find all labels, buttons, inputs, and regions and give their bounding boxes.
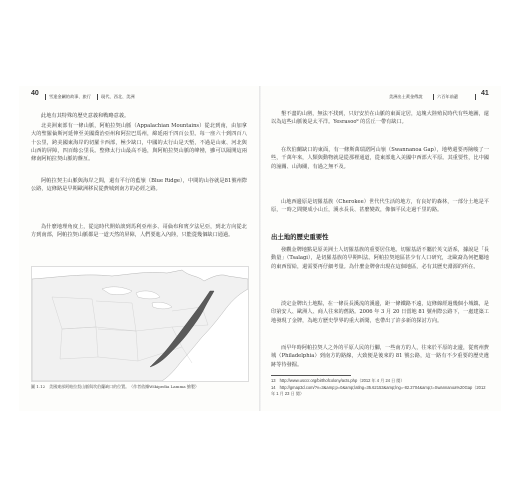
footnote-rule: [271, 375, 351, 376]
body-paragraph: 阿帕拉契主山脈與海岸之間，還有平行的藍嶺（Blue Ridge），中間的山谷就是81號州際公路，這條路是早期歐洲移民從費城到南方的必經之路。: [31, 178, 247, 193]
running-header-book: 雪達金屬的故事、旅行: [49, 94, 91, 99]
running-header-chapter: 六百年前遺: [437, 94, 458, 99]
header-divider: [97, 94, 98, 100]
body-paragraph: 而早年時阿帕拉契人之外的平原人民的行腳，一些南方的人，往來於平原的北邊，從賓州費城（Philadelphia）到南方的路線，大致便是後來的 81 號公路，這一路有不少重要的歷史遺跡等待發掘。: [271, 345, 489, 368]
body-paragraph: 北美洲東部有一條山脈，阿帕拉契山脈（Appalachian Mountains）從北到南，由加拿大的聖羅倫斯河延伸至美國喬治亞州和阿拉巴馬州，綿延兩千四百公里。每一座六十到四百八十公里，跨美國東海岸的切羅卡西部，極少缺口，中國的太行山是天塹，不過是山東、河北與山西的屏障，四百餘公里長。整條太行山最高不過，與阿帕拉契山脈的峰巒，雖可以隔開這兩條南阿帕拉契山脈的盤亙。: [31, 123, 247, 163]
left-page: [19, 86, 260, 411]
page-number: 40: [31, 90, 39, 97]
figure-caption: 圖 1.12 美國東部阿帕拉契山脈與坎伯蘭缺口的位置。（作者依據Wikipedia Lamma 繪製）: [31, 384, 199, 389]
running-header-book: 美洲出土黃金傳說: [389, 94, 423, 99]
footnote: 14 http://gmap3d.com/?v=3&amp;p=0&amp;latlng=35.62153&amp;lng=-82.2704&amp;t=Swannanoa%20Gap（2012 年 1 月 23 日 閱）: [271, 385, 486, 397]
body-paragraph: 墾不盡的山巒，無法不找到，只好安於在山脈的東面定居，這塊大陸殖民時代有些地圖，還以為這些山脈後是太平洋。Yesrasoo⁹ 的岳丘一帶有缺口。: [271, 111, 489, 126]
header-divider: [475, 94, 476, 100]
body-paragraph: 為什麼地理角度上，從這時代開始談到馬利亞州多、哥倫布和賓夕法尼亞，到北方向從北方到南部，阿帕拉契山脈都是一道天然的屏障，人們要進入內陸，只能從幾個缺口通過。: [31, 224, 247, 239]
right-page: [261, 86, 502, 411]
header-divider: [433, 94, 434, 100]
footnote: 13 http://www.usccr.org/birthofcolony/acts.php（2012 年 4 月 24 日 閱）: [271, 378, 405, 383]
body-paragraph: 發觀金牌地點是原美洲土人切羅基族的重要居住地。切羅基語不屬於英文語系，據說是「長動量」（Tsalagi），是切羅基族的早期叫法。阿帕拉契地區甚少有人口研究，北歐裔為何把屬地的東西留給，還需要再仔細考量。為什麼金牌會出現在這個地區，必有其歷史淵源的所在。: [271, 247, 489, 270]
body-paragraph: 在坎伯蘭缺口的東面，有一條斯萬瑞諾阿山嶺（Swannanoa Gap），地勢還要再險峻了一些，千萬年來，人類與動物就是從那裡通道，從東部進入美國中西部大平原。其重要性，比中國的潼關、山海關，有過之無不及。: [271, 147, 489, 170]
page-number: 41: [481, 90, 489, 97]
body-paragraph: 淡定金牌出土地點，在一條長長溪流的溪邊，距一條鐵路不遠，這條線經過幾個小城鎮，是印第安人、歐洲人、商人往來的舊路。2006 年 3 月 20 日當地 81 號州際公路下，一處建築工地發現了金牌，為地方歷史學界的重大新聞，也帶出了許多新的探討方向。: [271, 301, 489, 324]
section-title: 出土地的歷史重要性: [271, 233, 329, 241]
appalachian-map-figure: [31, 266, 249, 382]
running-header-chapter: 現代、西北、美洲: [101, 94, 135, 99]
body-paragraph: 此地有其特殊的歷史意義和戰略意義。: [41, 113, 130, 119]
header-divider: [45, 94, 46, 100]
body-paragraph: 山地西邊原是切羅基族（Cherokee）世代代生活的地方，有良好的森林，一部分土地是平原，一時之間變成小山丘，溪水長長、甚麼變故，像個平民走過千里的路。: [271, 199, 489, 214]
